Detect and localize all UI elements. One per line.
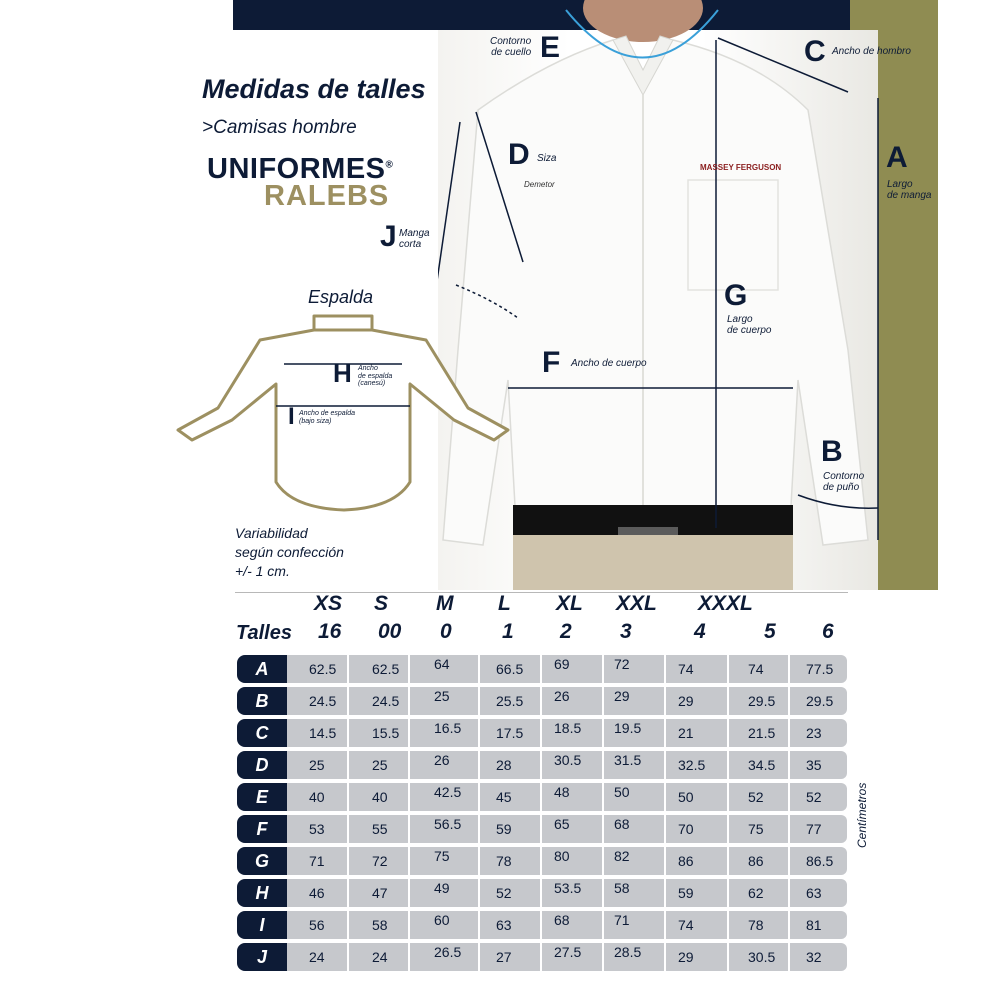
table-cell: 78 <box>748 917 764 933</box>
column-divider <box>408 847 410 875</box>
column-divider <box>540 911 542 939</box>
column-divider <box>727 783 729 811</box>
neck-shape <box>583 0 703 42</box>
column-divider <box>664 751 666 779</box>
table-cell: 31.5 <box>614 752 642 768</box>
row-label: F <box>237 815 287 843</box>
measure-c-label: Ancho de hombro <box>832 46 911 57</box>
page-subtitle: >Camisas hombre <box>202 117 357 138</box>
table-cell: 29 <box>678 949 694 965</box>
column-divider <box>788 943 790 971</box>
column-divider <box>347 911 349 939</box>
table-cell: 82 <box>614 848 630 864</box>
talles-label: Talles <box>236 622 292 644</box>
column-divider <box>347 879 349 907</box>
table-cell: 52 <box>496 885 512 901</box>
size-number-header: 6 <box>822 620 834 643</box>
table-cell: 26.5 <box>434 944 462 960</box>
row-label: J <box>237 943 287 971</box>
column-divider <box>727 655 729 683</box>
table-cell: 77 <box>806 821 822 837</box>
shirt-name-text: Demetor <box>524 180 555 189</box>
column-divider <box>540 687 542 715</box>
table-cell: 21.5 <box>748 725 776 741</box>
table-cell: 59 <box>678 885 694 901</box>
measure-b-label: Contorno de puño <box>823 471 865 493</box>
row-label: C <box>237 719 287 747</box>
measure-a-letter: A <box>886 141 908 174</box>
table-cell: 78 <box>496 853 512 869</box>
column-divider <box>478 911 480 939</box>
column-divider <box>540 815 542 843</box>
table-cell: 48 <box>554 784 570 800</box>
row-label: D <box>237 751 287 779</box>
table-cell: 40 <box>309 789 325 805</box>
size-letter-header: M <box>436 592 454 615</box>
table-cell: 35 <box>806 757 822 773</box>
table-cell: 34.5 <box>748 757 776 773</box>
table-cell: 30.5 <box>554 752 582 768</box>
shirt-photo-illustration <box>438 0 938 590</box>
size-number-header: 3 <box>620 620 632 643</box>
table-cell: 40 <box>372 789 388 805</box>
column-divider <box>727 911 729 939</box>
table-cell: 45 <box>496 789 512 805</box>
column-divider <box>602 911 604 939</box>
column-divider <box>664 719 666 747</box>
logo-line1: UNIFORMES <box>207 153 386 185</box>
column-divider <box>664 911 666 939</box>
measure-a-label: Largo de manga <box>887 179 932 201</box>
column-divider <box>408 815 410 843</box>
column-divider <box>408 911 410 939</box>
column-divider <box>664 847 666 875</box>
column-divider <box>788 783 790 811</box>
size-letter-header: S <box>374 592 389 615</box>
column-divider <box>540 943 542 971</box>
table-cell: 86.5 <box>806 853 834 869</box>
column-divider <box>788 815 790 843</box>
column-divider <box>408 687 410 715</box>
size-number-header: 4 <box>694 620 706 643</box>
table-cell: 74 <box>678 917 694 933</box>
table-cell: 69 <box>554 656 570 672</box>
size-letter-header: XXXL <box>698 592 753 615</box>
measure-j-label: Manga corta <box>399 228 430 250</box>
table-cell: 24 <box>372 949 388 965</box>
table-cell: 29 <box>614 688 630 704</box>
size-letter-header: L <box>498 592 511 615</box>
column-divider <box>664 879 666 907</box>
table-cell: 24.5 <box>309 693 337 709</box>
table-cell: 25 <box>434 688 450 704</box>
table-cell: 74 <box>678 661 694 677</box>
size-letter-header: XXL <box>616 592 657 615</box>
column-divider <box>347 815 349 843</box>
column-divider <box>540 655 542 683</box>
column-divider <box>602 751 604 779</box>
measure-j-letter: J <box>380 220 397 253</box>
table-cell: 21 <box>678 725 694 741</box>
column-divider <box>727 943 729 971</box>
size-number-header: 2 <box>560 620 572 643</box>
table-cell: 32 <box>806 949 822 965</box>
table-cell: 86 <box>748 853 764 869</box>
table-cell: 74 <box>748 661 764 677</box>
column-divider <box>478 943 480 971</box>
column-divider <box>727 815 729 843</box>
table-cell: 75 <box>434 848 450 864</box>
column-divider <box>727 687 729 715</box>
row-label: E <box>237 783 287 811</box>
column-divider <box>540 783 542 811</box>
table-cell: 63 <box>496 917 512 933</box>
table-cell: 46 <box>309 885 325 901</box>
size-number-header: 16 <box>318 620 342 643</box>
table-cell: 26 <box>554 688 570 704</box>
table-cell: 28.5 <box>614 944 642 960</box>
size-letter-header: XL <box>556 592 583 615</box>
table-cell: 28 <box>496 757 512 773</box>
column-divider <box>788 719 790 747</box>
measure-i-label: Ancho de espalda (bajo siza) <box>299 410 356 425</box>
column-divider <box>478 879 480 907</box>
measure-f-letter: F <box>542 346 561 379</box>
table-cell: 19.5 <box>614 720 642 736</box>
table-cell: 62.5 <box>372 661 400 677</box>
column-divider <box>347 687 349 715</box>
table-cell: 71 <box>309 853 325 869</box>
table-cell: 56.5 <box>434 816 462 832</box>
table-cell: 72 <box>372 853 388 869</box>
table-cell: 16.5 <box>434 720 462 736</box>
column-divider <box>540 879 542 907</box>
variability-note: Variabilidad según confección +/- 1 cm. <box>235 525 344 579</box>
table-cell: 49 <box>434 880 450 896</box>
column-divider <box>478 847 480 875</box>
column-divider <box>478 719 480 747</box>
shirt-logo-text: MASSEY FERGUSON <box>700 163 782 172</box>
measure-b-letter: B <box>821 435 843 468</box>
table-cell: 68 <box>554 912 570 928</box>
column-divider <box>478 815 480 843</box>
table-cell: 14.5 <box>309 725 337 741</box>
measure-e-label: Contorno de cuello <box>490 36 532 58</box>
column-divider <box>602 655 604 683</box>
table-cell: 53.5 <box>554 880 582 896</box>
table-cell: 58 <box>614 880 630 896</box>
column-divider <box>478 687 480 715</box>
column-divider <box>347 847 349 875</box>
table-cell: 71 <box>614 912 630 928</box>
table-cell: 81 <box>806 917 822 933</box>
column-divider <box>602 815 604 843</box>
table-cell: 62.5 <box>309 661 337 677</box>
table-cell: 25 <box>309 757 325 773</box>
column-divider <box>664 655 666 683</box>
column-divider <box>788 879 790 907</box>
table-cell: 60 <box>434 912 450 928</box>
column-divider <box>788 655 790 683</box>
logo-ralebs: RALEBS <box>264 180 390 212</box>
column-divider <box>408 719 410 747</box>
table-cell: 64 <box>434 656 450 672</box>
column-divider <box>727 879 729 907</box>
size-letter-header: XS <box>314 592 343 615</box>
table-cell: 25.5 <box>496 693 524 709</box>
table-cell: 55 <box>372 821 388 837</box>
size-number-header: 5 <box>764 620 776 643</box>
column-divider <box>664 783 666 811</box>
measure-f-label: Ancho de cuerpo <box>571 358 647 369</box>
column-divider <box>347 783 349 811</box>
column-divider <box>408 783 410 811</box>
table-cell: 29.5 <box>806 693 834 709</box>
table-cell: 27.5 <box>554 944 582 960</box>
column-divider <box>540 719 542 747</box>
column-divider <box>788 751 790 779</box>
table-cell: 15.5 <box>372 725 400 741</box>
column-divider <box>727 847 729 875</box>
table-cell: 56 <box>309 917 325 933</box>
table-cell: 47 <box>372 885 388 901</box>
measure-d-label: Siza <box>537 153 557 164</box>
column-divider <box>347 719 349 747</box>
table-cell: 68 <box>614 816 630 832</box>
measure-h-letter: H <box>333 358 352 388</box>
table-cell: 72 <box>614 656 630 672</box>
table-cell: 50 <box>678 789 694 805</box>
column-divider <box>408 655 410 683</box>
row-label: I <box>237 911 287 939</box>
size-number-header: 00 <box>378 620 402 643</box>
column-divider <box>602 719 604 747</box>
row-label: H <box>237 879 287 907</box>
table-cell: 50 <box>614 784 630 800</box>
table-cell: 32.5 <box>678 757 706 773</box>
row-label: G <box>237 847 287 875</box>
column-divider <box>602 847 604 875</box>
column-divider <box>727 719 729 747</box>
measure-c-letter: C <box>804 35 826 68</box>
column-divider <box>664 943 666 971</box>
table-cell: 29.5 <box>748 693 776 709</box>
column-divider <box>408 943 410 971</box>
table-cell: 53 <box>309 821 325 837</box>
column-divider <box>408 879 410 907</box>
column-divider <box>347 751 349 779</box>
table-cell: 42.5 <box>434 784 462 800</box>
table-cell: 52 <box>806 789 822 805</box>
measure-e-letter: E <box>540 31 561 64</box>
column-divider <box>664 815 666 843</box>
measure-d-letter: D <box>508 138 530 171</box>
size-number-header: 1 <box>502 620 514 643</box>
row-label: B <box>237 687 287 715</box>
table-cell: 80 <box>554 848 570 864</box>
page-title: Medidas de talles <box>202 74 426 104</box>
column-divider <box>788 911 790 939</box>
measure-g-letter: G <box>724 279 748 312</box>
column-divider <box>602 687 604 715</box>
measure-i-letter: I <box>288 403 295 430</box>
table-cell: 25 <box>372 757 388 773</box>
table-cell: 27 <box>496 949 512 965</box>
table-cell: 75 <box>748 821 764 837</box>
table-cell: 18.5 <box>554 720 582 736</box>
column-divider <box>602 879 604 907</box>
table-cell: 62 <box>748 885 764 901</box>
table-cell: 23 <box>806 725 822 741</box>
table-cell: 63 <box>806 885 822 901</box>
table-cell: 17.5 <box>496 725 524 741</box>
table-cell: 86 <box>678 853 694 869</box>
column-divider <box>478 783 480 811</box>
table-cell: 30.5 <box>748 949 776 965</box>
table-cell: 52 <box>748 789 764 805</box>
back-view-label: Espalda <box>308 287 374 307</box>
table-cell: 24 <box>309 949 325 965</box>
table-cell: 65 <box>554 816 570 832</box>
column-divider <box>540 751 542 779</box>
column-divider <box>727 751 729 779</box>
table-cell: 58 <box>372 917 388 933</box>
column-divider <box>602 783 604 811</box>
short-sleeve-line <box>438 122 460 288</box>
table-cell: 66.5 <box>496 661 524 677</box>
table-cell: 24.5 <box>372 693 400 709</box>
column-divider <box>540 847 542 875</box>
column-divider <box>347 943 349 971</box>
column-divider <box>788 687 790 715</box>
column-divider <box>408 751 410 779</box>
column-divider <box>347 655 349 683</box>
measure-g-label: Largo de cuerpo <box>727 314 772 336</box>
unit-label: Centímetros <box>855 782 869 848</box>
table-cell: 77.5 <box>806 661 834 677</box>
column-divider <box>664 687 666 715</box>
measure-h-label: Ancho de espalda (canesú) <box>358 365 393 388</box>
table-cell: 29 <box>678 693 694 709</box>
table-cell: 59 <box>496 821 512 837</box>
table-cell: 26 <box>434 752 450 768</box>
column-divider <box>602 943 604 971</box>
table-cell: 70 <box>678 821 694 837</box>
logo-registered: ® <box>385 159 394 171</box>
column-divider <box>788 847 790 875</box>
column-divider <box>478 655 480 683</box>
size-number-header: 0 <box>440 620 452 643</box>
row-label: A <box>237 655 287 683</box>
column-divider <box>478 751 480 779</box>
